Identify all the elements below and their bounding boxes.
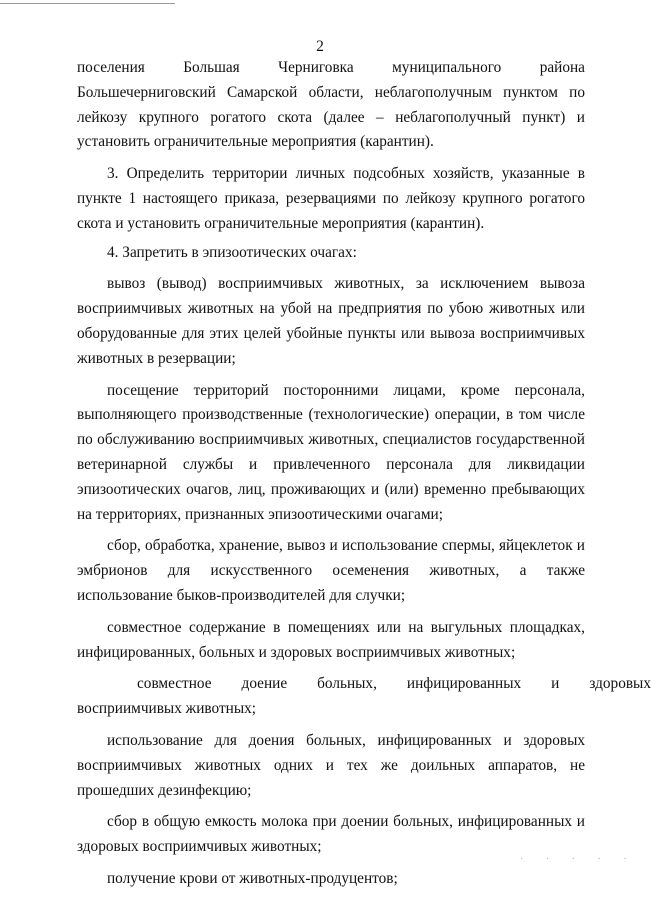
word: Большая: [183, 59, 240, 76]
word: Черниговка: [278, 59, 354, 76]
word: муниципального: [392, 59, 502, 76]
apparatus-ban-paragraph: использование для доения больных, инфицированных и здоровых восприимчивых животных одних и тех же доильных аппаратов, не прошедших дезинфекцию;: [77, 731, 585, 799]
sperm-ban-paragraph: сбор, обработка, хранение, вывоз и использование спермы, яйцеклеток и эмбрионов для искусственного осеменения животных, а также использование быков-производителей для случки;: [77, 537, 585, 604]
visit-ban-paragraph: посещение территорий посторонними лицами, кроме персонала, выполняющего производственные (технологические) операции, в том числе по обслуживанию восприимчивых животных, специалистов государственной ветеринарной службы и привлеченного персонала для ликвидации эпизоотических очагов, лиц, проживающих и (или) временно пребывающих на территориях, признанных эпизоотическими очагами;: [77, 381, 585, 523]
item-4-heading: 4. Запретить в эпизоотических очагах:: [107, 243, 357, 261]
blood-collection-ban-paragraph: получение крови от животных-продуцентов;: [107, 869, 398, 887]
continuation-paragraph: Большечерниговский Самарской области, неблагополучным пунктом по лейкозу крупного рогатого скота (далее – неблагополучный пункт) и установить ограничительные мероприятия (карантин).: [77, 83, 585, 151]
word: района: [539, 59, 585, 76]
word: поселения: [77, 59, 145, 76]
milking-ban-paragraph: восприимчивых животных;: [77, 700, 257, 718]
continuation-first-line: [77, 56, 585, 81]
keeping-ban-paragraph: совместное содержание в помещениях или на выгульных площадках, инфицированных, больных и здоровых восприимчивых животных;: [77, 618, 585, 661]
page-number: 2: [316, 38, 324, 55]
word: инфицированных: [406, 675, 522, 693]
milk-collection-ban-paragraph: сбор в общую емкость молока при доении больных, инфицированных и здоровых восприимчивых животных;: [77, 813, 585, 856]
word: доение: [241, 675, 288, 693]
word: больных,: [317, 675, 377, 693]
top-edge-rule: [0, 3, 175, 4]
milking-first-line: [77, 672, 651, 697]
export-ban-paragraph: вывоз (вывод) восприимчивых животных, за исключением вывоза восприимчивых животных на убой на предприятия по убою животных или оборудованные для этих целей убойные пункты или вывоза восприимчивых животных в резервации;: [77, 275, 585, 367]
item-3-paragraph: 3. Определить территории личных подсобных хозяйств, указанные в пункте 1 настоящего приказа, резервациями по лейкозу крупного рогатого скота и установить ограничительные мероприятия (карантин).: [77, 165, 585, 232]
word: и: [551, 675, 560, 693]
document-body: [77, 56, 651, 892]
scan-artifact: · · · · ·: [520, 854, 637, 865]
word: совместное: [137, 675, 212, 693]
word: здоровых: [589, 675, 651, 693]
